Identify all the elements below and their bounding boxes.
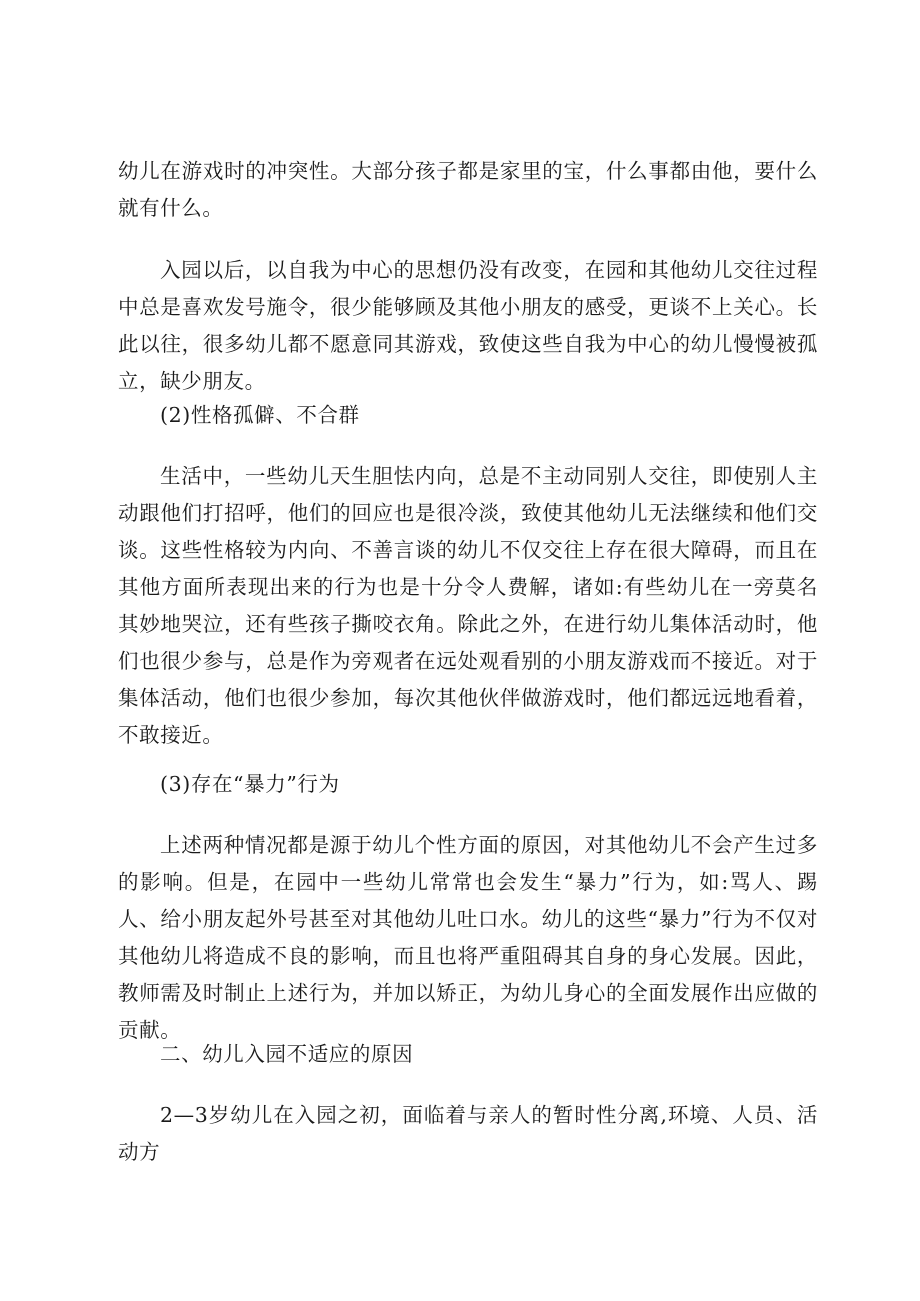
subheading-withdrawn-personality: (2)性格孤僻、不合群 bbox=[160, 403, 360, 427]
paragraph-causes-intro: 2—3岁幼儿在入园之初，面临着与亲人的暂时性分离,环境、人员、活动方 bbox=[118, 1103, 818, 1164]
subheading-violent-behavior: (3)存在“暴力”行为 bbox=[160, 772, 340, 796]
section-heading-causes: 二、幼儿入园不适应的原因 bbox=[160, 1042, 414, 1066]
paragraph-continuation: 幼儿在游戏时的冲突性。大部分孩子都是家里的宝，什么事都由他，要什么就有什么。 bbox=[118, 159, 818, 220]
paragraph-withdrawn-personality: 生活中，一些幼儿天生胆怯内向，总是不主动同别人交往，即使别人主动跟他们打招呼，他们的回应也是很冷淡，致使其他幼儿无法继续和他们交谈。这些性格较为内向、不善言谈的幼儿不仅交往上存在很大障碍，而且在其他方面所表现出来的行为也是十分令人费解，诸如:有些幼儿在一旁莫名其妙地哭泣，还有些孩子撕咬衣角。除此之外，在进行幼儿集体活动时，他们也很少参与，总是作为旁观者在远处观看别的小朋友游戏而不接近。对于集体活动，他们也很少参加，每次其他伙伴做游戏时，他们都远远地看着，不敢接近。 bbox=[118, 464, 818, 747]
paragraph-violent-behavior: 上述两种情况都是源于幼儿个性方面的原因，对其他幼儿不会产生过多的影响。但是，在园中一些幼儿常常也会发生“暴力”行为，如:骂人、踢人、给小朋友起外号甚至对其他幼儿吐口水。幼儿的这些“暴力”行为不仅对其他幼儿将造成不良的影响，而且也将严重阻碍其自身的身心发展。因此，教师需及时制止上述行为，并加以矫正，为幼儿身心的全面发展作出应做的贡献。 bbox=[118, 833, 818, 1042]
paragraph-self-centered: 入园以后，以自我为中心的思想仍没有改变，在园和其他幼儿交往过程中总是喜欢发号施令，很少能够顾及其他小朋友的感受，更谈不上关心。长此以往，很多幼儿都不愿意同其游戏，致使这些自我为中心的幼儿慢慢被孤立，缺少朋友。 bbox=[118, 258, 818, 393]
